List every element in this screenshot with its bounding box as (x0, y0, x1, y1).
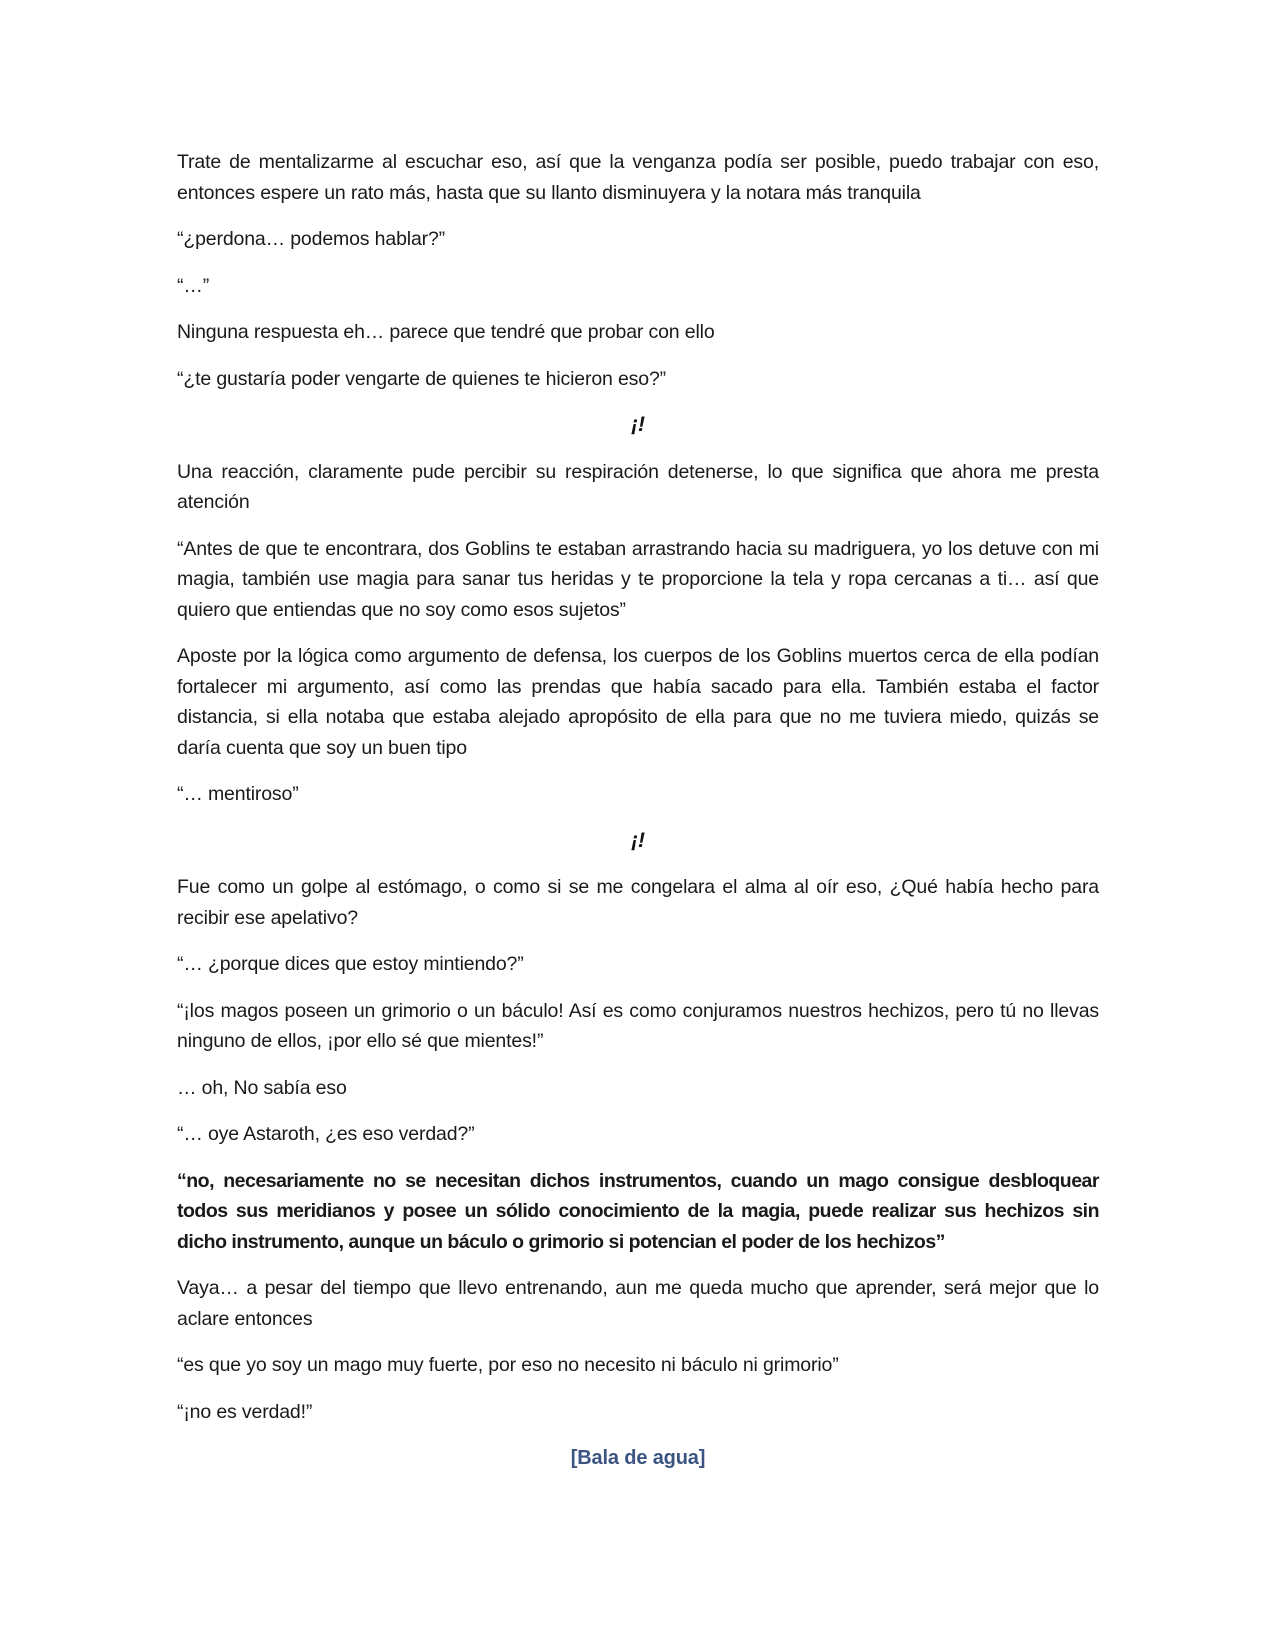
dialogue-line: “¡no es verdad!” (177, 1400, 313, 1423)
dialogue-line: “¿perdona… podemos hablar?” (177, 228, 446, 250)
astaroth-dialogue: “no, necesariamente no se necesitan dichos instrumentos, cuando un mago consigue desbloquear todos sus meridianos y posee un sólido conocimiento de la magia, puede realizar sus hechizos sin dicho instrumento, aunque un báculo o grimorio si potencian el poder de los hechizos” (177, 1169, 1099, 1253)
spell-name: [Bala de agua] (570, 1447, 706, 1469)
document-page (177, 147, 1099, 1474)
narration-paragraph: Trate de mentalizarme al escuchar eso, así que la venganza podía ser posible, puedo trabajar con eso, entonces espere un rato más, hasta que su llanto disminuyera y la notara más tranquila (177, 151, 1099, 204)
narration-paragraph: Una reacción, claramente pude percibir su respiración detenerse, lo que significa que ahora me presta atención (177, 460, 1099, 513)
narration-paragraph: … oh, No sabía eso (177, 1076, 347, 1099)
dialogue-line: “…” (177, 274, 210, 297)
dialogue-line: “… ¿porque dices que estoy mintiendo?” (177, 953, 524, 975)
dialogue-line: “Antes de que te encontrara, dos Goblins te estaban arrastrando hacia su madriguera, yo los detuve con mi magia, también use magia para sanar tus heridas y te proporcione la tela y ropa cercanas a ti… así que quiero que entiendas que no soy como esos sujetos” (177, 537, 1099, 621)
exclamation-mark-divider: ¡! (631, 828, 645, 852)
dialogue-line: “es que yo soy un mago muy fuerte, por eso no necesito ni báculo ni grimorio” (177, 1354, 839, 1376)
dialogue-line: “¿te gustaría poder vengarte de quienes te hicieron eso?” (177, 367, 667, 390)
narration-paragraph: Vaya… a pesar del tiempo que llevo entrenando, aun me queda mucho que aprender, será mejor que lo aclare entonces (177, 1277, 1099, 1330)
dialogue-line: “… oye Astaroth, ¿es eso verdad?” (177, 1123, 475, 1145)
narration-paragraph: Ninguna respuesta eh… parece que tendré que probar con ello (177, 321, 715, 343)
dialogue-line: “¡los magos poseen un grimorio o un báculo! Así es como conjuramos nuestros hechizos, pero tú no llevas ninguno de ellos, ¡por ello sé que mientes!” (177, 999, 1099, 1052)
exclamation-mark-divider: ¡! (631, 413, 645, 436)
dialogue-line: “… mentiroso” (177, 783, 299, 805)
narration-paragraph: Fue como un golpe al estómago, o como si se me congelara el alma al oír eso, ¿Qué había hecho para recibir ese apelativo? (177, 876, 1099, 929)
narration-paragraph: Aposte por la lógica como argumento de defensa, los cuerpos de los Goblins muertos cerca de ella podían fortalecer mi argumento, así como las prendas que había sacado para ella. También estaba el factor distancia, si ella notaba que estaba alejado apropósito de ella para que no me tuviera miedo, quizás se daría cuenta que soy un buen tipo (177, 645, 1099, 759)
